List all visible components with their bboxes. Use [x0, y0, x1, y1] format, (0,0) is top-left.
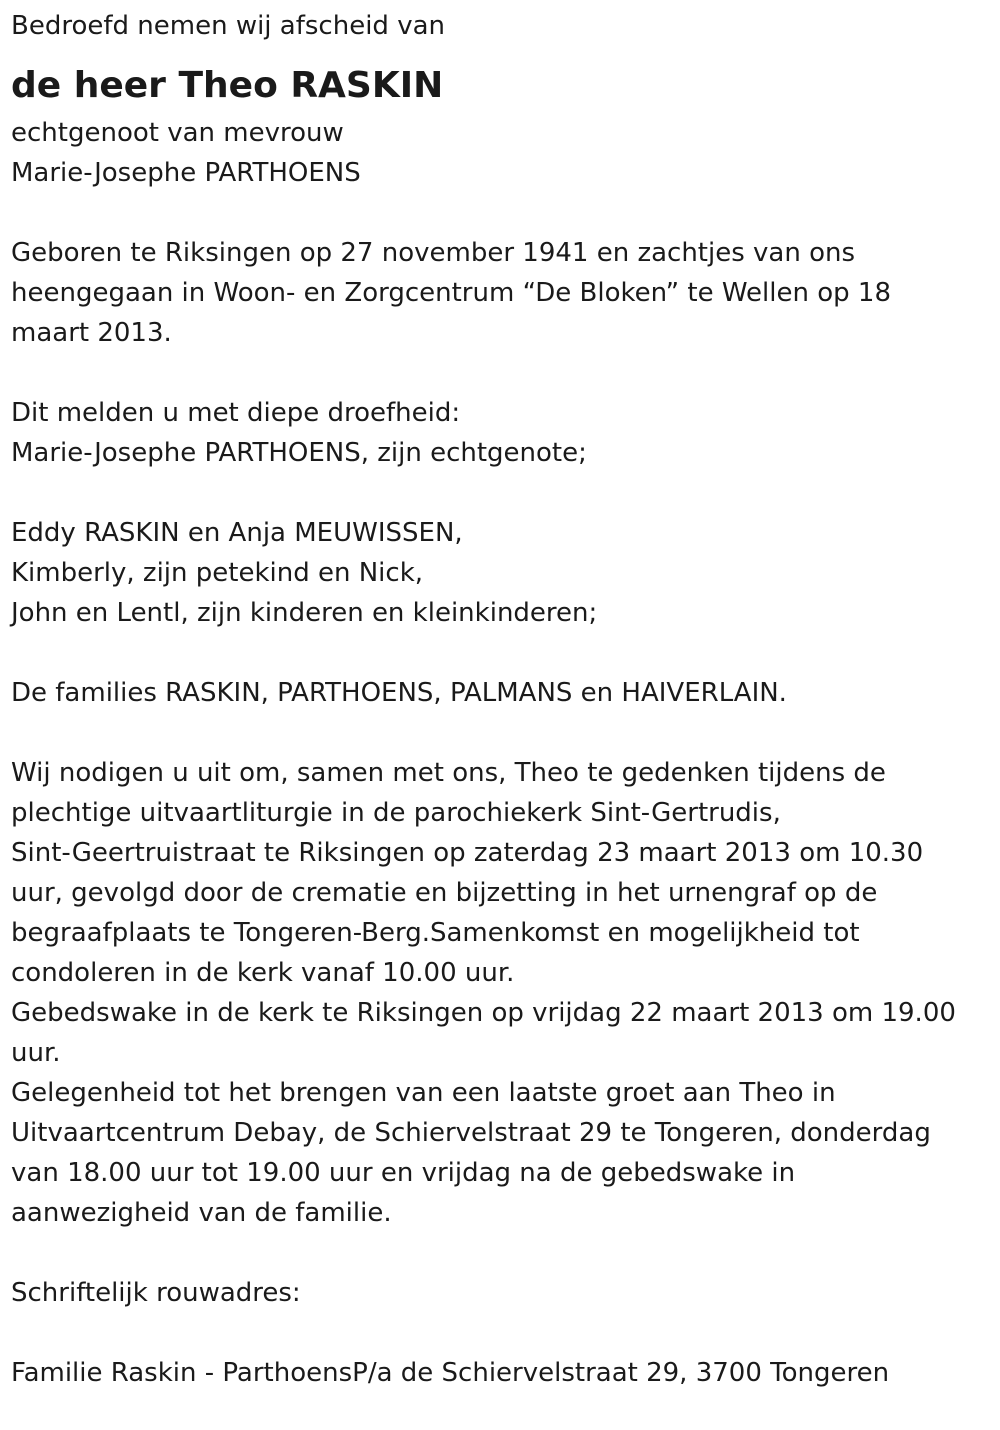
spouse-name: Marie-Josephe PARTHOENS — [11, 158, 361, 188]
birth-death-line: maart 2013. — [11, 318, 172, 348]
spacer — [11, 473, 986, 513]
ceremony-line: Gebedswake in de kerk te Riksingen op vrijdag 22 maart 2013 om 19.00 — [11, 998, 956, 1028]
birth-death-line: heengegaan in Woon- en Zorgcentrum “De Bloken” te Wellen op 18 — [11, 278, 891, 308]
ceremony-line: plechtige uitvaartliturgie in de parochiekerk Sint-Gertrudis, — [11, 798, 781, 828]
ceremony-line: begraafplaats te Tongeren-Berg.Samenkomst en mogelijkheid tot — [11, 918, 860, 948]
children-line: Kimberly, zijn petekind en Nick, — [11, 558, 424, 588]
spacer — [11, 353, 986, 393]
announcement-line: Dit melden u met diepe droefheid: — [11, 398, 461, 428]
address-label: Schriftelijk rouwadres: — [11, 1278, 301, 1308]
children-line: John en Lentl, zijn kinderen en kleinkinderen; — [11, 598, 598, 628]
intro-text: Bedroefd nemen wij afscheid van — [11, 11, 445, 41]
deceased-name: de heer Theo RASKIN — [11, 65, 444, 106]
children-line: Eddy RASKIN en Anja MEUWISSEN, — [11, 518, 463, 548]
spacer — [11, 193, 986, 233]
mourning-address: Familie Raskin - ParthoensP/a de Schiervelstraat 29, 3700 Tongeren — [11, 1358, 890, 1388]
ceremony-line: Uitvaartcentrum Debay, de Schiervelstraat 29 te Tongeren, donderdag — [11, 1118, 931, 1148]
death-notice — [11, 6, 986, 1393]
spacer — [11, 633, 986, 673]
ceremony-line: condoleren in de kerk vanaf 10.00 uur. — [11, 958, 515, 988]
ceremony-line: Sint-Geertruistraat te Riksingen op zaterdag 23 maart 2013 om 10.30 — [11, 838, 924, 868]
spacer — [11, 1233, 986, 1273]
ceremony-line: uur, gevolgd door de crematie en bijzetting in het urnengraf op de — [11, 878, 878, 908]
birth-death-line: Geboren te Riksingen op 27 november 1941 en zachtjes van ons — [11, 238, 856, 268]
ceremony-line: aanwezigheid van de familie. — [11, 1198, 392, 1228]
spacer — [11, 713, 986, 753]
spacer — [11, 1313, 986, 1353]
announcement-line: Marie-Josephe PARTHOENS, zijn echtgenote; — [11, 438, 587, 468]
ceremony-line: van 18.00 uur tot 19.00 uur en vrijdag na de gebedswake in — [11, 1158, 796, 1188]
ceremony-line: Wij nodigen u uit om, samen met ons, Theo te gedenken tijdens de — [11, 758, 886, 788]
spouse-line: echtgenoot van mevrouw — [11, 118, 344, 148]
ceremony-line: Gelegenheid tot het brengen van een laatste groet aan Theo in — [11, 1078, 836, 1108]
families-line: De families RASKIN, PARTHOENS, PALMANS en HAIVERLAIN. — [11, 678, 787, 708]
ceremony-line: uur. — [11, 1038, 61, 1068]
